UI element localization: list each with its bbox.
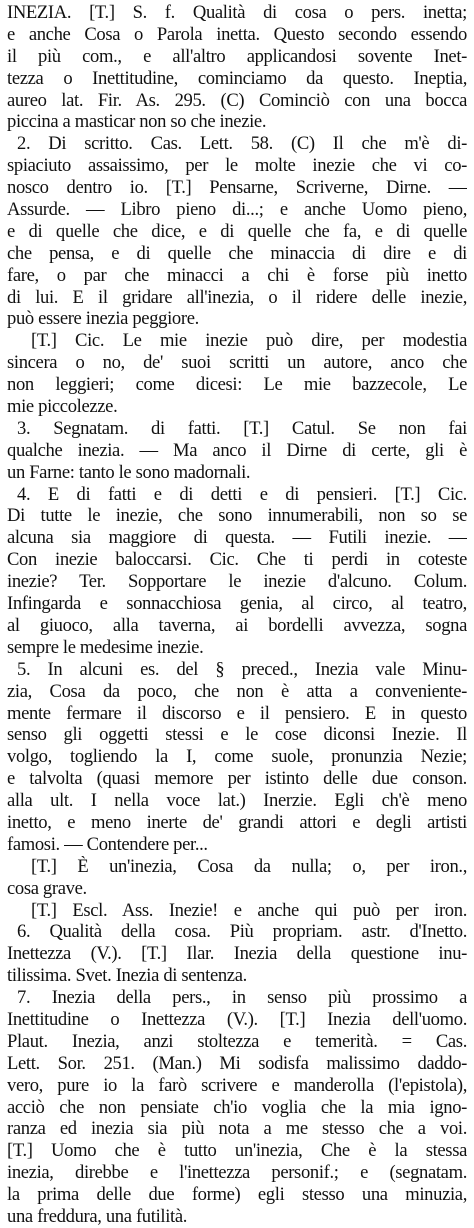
entry-line: alcuna sia maggiore di questa. — Futili inezie. — (7, 527, 467, 549)
entry-line: e talvolta (quasi memore per istinto delle due conson. (7, 768, 467, 790)
entry-line: inezia, direbbe e l'inettezza personif.; e (segnatam. (7, 1162, 467, 1184)
entry-line: Di tutte le inezie, che sono innumerabili, non so se (7, 505, 467, 527)
entry-line: senso gli oggetti stessi e le cose diconsi Inezie. Il (7, 724, 467, 746)
entry-line: mente fermare il discorso e il pensiero. E in questo (7, 702, 467, 724)
entry-line: fare, o par che minacci a chi è forse più inetto (7, 264, 467, 286)
entry-line: Lett. Sor. 251. (Man.) Mi sodisfa malissimo daddo- (7, 1052, 467, 1074)
entry-line: 4. E di fatti e di detti e di pensieri. [T.] Cic. (17, 483, 467, 505)
entry-line: [T.] Cic. Le mie inezie può dire, per modestia (31, 330, 467, 352)
entry-line: inetto, e meno inerte de' grandi attori e degli artisti (7, 811, 467, 833)
entry-line: alla ult. I nella voce lat.) Inerzie. Egli ch'è meno (7, 790, 467, 812)
entry-line: INEZIA. [T.] S. f. Qualità di cosa o pers. inetta; (7, 2, 467, 23)
entry-line: sempre le medesime inezie. (7, 636, 204, 658)
entry-line: zia, Cosa da poco, che non è atta a conveniente- (7, 680, 467, 702)
entry-line: mie piccolezze. (7, 396, 118, 418)
entry-line: 5. In alcuni es. del § preced., Inezia vale Minu- (17, 658, 467, 680)
entry-line: che pensa, e di quelle che minaccia di dire e di (7, 242, 467, 264)
entry-line: spiaciuto assaissimo, per le molte inezie che vi co- (7, 155, 467, 177)
entry-line: qualche inezia. — Ma anco il Dirne di certe, gli è (7, 439, 467, 461)
entry-line: nosco dentro io. [T.] Pensarne, Scriverne, Dirne. — (7, 177, 467, 199)
entry-line: cosa grave. (7, 877, 87, 899)
entry-line: famosi. — Contendere per... (7, 833, 208, 855)
entry-line: 6. Qualità della cosa. Più propriam. astr. d'Inetto. (17, 921, 467, 943)
entry-line: inezie? Ter. Sopportare le inezie d'alcuno. Colum. (7, 571, 467, 593)
entry-line: sincera o no, de' suoi scritti un autore, anco che (7, 352, 467, 374)
entry-line: Con inezie baloccarsi. Cic. Che ti perdi in coteste (7, 549, 467, 571)
entry-line: al giuoco, alla taverna, ai bordelli avvezza, sogna (7, 614, 467, 636)
entry-line: piccina a masticar non so che inezie. (7, 111, 267, 133)
entry-line: la prima delle due forme) egli stesso una minuzia, (7, 1184, 467, 1206)
entry-line: una freddura, una futilità. (7, 1205, 188, 1227)
entry-line: Infingarda e sonnacchiosa genia, al circo, al teatro, (7, 593, 467, 615)
entry-line: di lui. E il gridare all'inezia, o il ridere delle inezie, (7, 286, 467, 308)
entry-line: 3. Segnatam. di fatti. [T.] Catul. Se non fai (17, 417, 467, 439)
entry-line: tezza o Inettitudine, cominciamo da questo. Ineptia, (7, 67, 467, 89)
entry-line: 7. Inezia della pers., in senso più prossimo a (17, 987, 467, 1009)
entry-line: 2. Di scritto. Cas. Lett. 58. (C) Il che m'è di- (17, 133, 467, 155)
entry-line: un Farne: tanto le sono madornali. (7, 461, 251, 483)
entry-line: aureo lat. Fir. As. 295. (C) Cominciò con una bocca (7, 89, 467, 111)
entry-line: e anche Cosa o Parola inetta. Questo secondo essendo (7, 23, 467, 45)
entry-line: Plaut. Inezia, anzi stoltezza e temerità. = Cas. (7, 1030, 467, 1052)
entry-line: [T.] Escl. Ass. Inezie! e anche qui può per iron. (31, 899, 467, 921)
entry-line: [T.] Uomo che è tutto un'inezia, Che è la stessa (7, 1140, 467, 1162)
entry-line: Inettezza (V.). [T.] Ilar. Inezia della questione inu- (7, 943, 467, 965)
entry-line: [T.] È un'inezia, Cosa da nulla; o, per iron., (31, 855, 467, 877)
entry-line: vero, pure io la farò scrivere e manderolla (l'epistola), (7, 1074, 467, 1096)
entry-line: Inettitudine o Inettezza (V.). [T.] Inezia dell'uomo. (7, 1008, 467, 1030)
entry-line: può essere inezia peggiore. (7, 308, 199, 330)
entry-line: e di quelle che dice, e di quelle che fa, e di quelle (7, 220, 467, 242)
entry-line: il più com., e all'altro applicandosi sovente Inet- (7, 45, 467, 67)
entry-line: acciò che non pensiate ch'io voglia che la mia igno- (7, 1096, 467, 1118)
entry-line: Assurde. — Libro pieno di...; e anche Uomo pieno, (7, 199, 467, 221)
entry-line: volgo, togliendo la I, come suole, pronunzia Nezie; (7, 746, 467, 768)
entry-line: ranza ed inezia sia più nota a me stesso che a voi. (7, 1118, 467, 1140)
entry-line: non leggieri; come dicesi: Le mie bazzecole, Le (7, 374, 467, 396)
entry-line: tilissima. Svet. Inezia di sentenza. (7, 965, 247, 987)
